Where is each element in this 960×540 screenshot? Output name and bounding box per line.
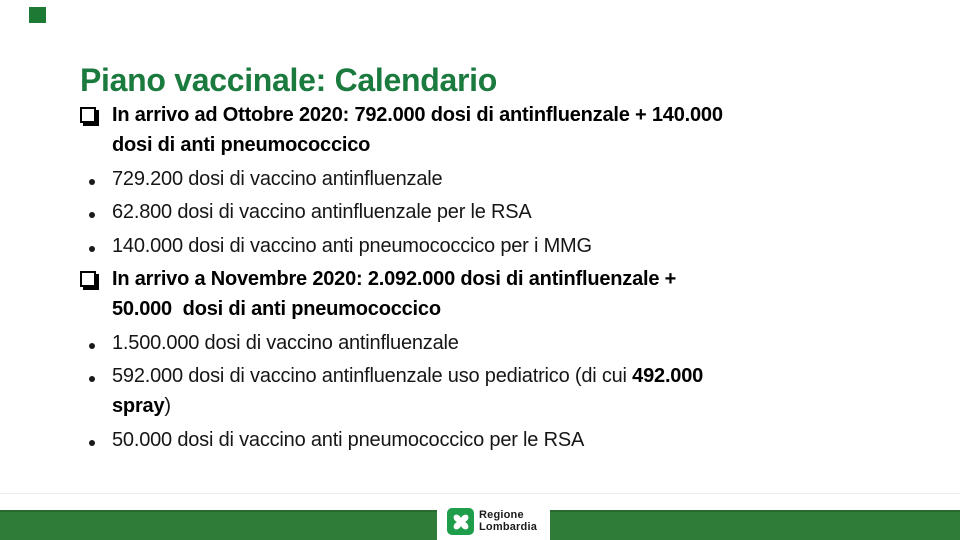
dot-bullet-icon <box>89 440 95 446</box>
bullet-list <box>80 100 890 458</box>
agenda-item-major <box>80 100 890 160</box>
dot-bullet-icon <box>89 179 95 185</box>
agenda-item-text: In arrivo a Novembre 2020: 2.092.000 dosi di antinfluenzale + 50.000 dosi di anti pneumococcico <box>112 268 677 320</box>
bullet-marker-cell <box>80 361 112 421</box>
dot-bullet-icon <box>89 246 95 252</box>
agenda-item-text: 1.500.000 dosi di vaccino antinfluenzale <box>112 331 459 354</box>
dot-bullet-icon <box>89 343 95 349</box>
agenda-item-text: 62.800 dosi di vaccino antinfluenzale per le RSA <box>112 201 532 223</box>
agenda-item-text: 592.000 dosi di vaccino antinfluenzale uso pediatrico (di cui 492.000 spray) <box>112 365 704 417</box>
agenda-item-minor <box>80 425 890 455</box>
agenda-item-minor <box>80 361 890 421</box>
rosa-camuna-icon <box>447 508 474 535</box>
bullet-marker-cell <box>80 231 112 261</box>
bullet-marker-cell <box>80 164 112 194</box>
bullet-marker-cell <box>80 328 112 358</box>
agenda-item-minor <box>80 328 890 358</box>
agenda-item-text: 140.000 dosi di vaccino anti pneumococcico per i MMG <box>112 234 592 257</box>
agenda-item-minor <box>80 197 890 227</box>
dot-bullet-icon <box>89 212 95 218</box>
corner-accent-square <box>29 7 46 23</box>
checkbox-bullet-icon <box>80 107 96 123</box>
dot-bullet-icon <box>89 376 95 382</box>
logo-text-line1: Regione <box>479 509 524 521</box>
bullet-marker-cell <box>80 264 112 324</box>
agenda-item-text: 729.200 dosi di vaccino antinfluenzale <box>112 167 443 190</box>
slide-title: Piano vaccinale: Calendario <box>80 62 497 99</box>
agenda-item-text: 50.000 dosi di vaccino anti pneumococcico per le RSA <box>112 428 585 451</box>
regione-lombardia-logo <box>437 503 550 540</box>
agenda-item-text: In arrivo ad Ottobre 2020: 792.000 dosi di antinfluenzale + 140.000 dosi di anti pneumococcico <box>112 104 723 156</box>
logo-text <box>479 510 537 533</box>
logo-text-line2: Lombardia <box>479 520 538 533</box>
bullet-marker-cell <box>80 100 112 160</box>
agenda-item-minor <box>80 231 890 261</box>
checkbox-bullet-icon <box>80 271 96 287</box>
bullet-marker-cell <box>80 425 112 455</box>
footer-hairline <box>0 493 960 494</box>
bullet-marker-cell <box>80 197 112 227</box>
agenda-item-minor <box>80 164 890 194</box>
agenda-item-major <box>80 264 890 324</box>
